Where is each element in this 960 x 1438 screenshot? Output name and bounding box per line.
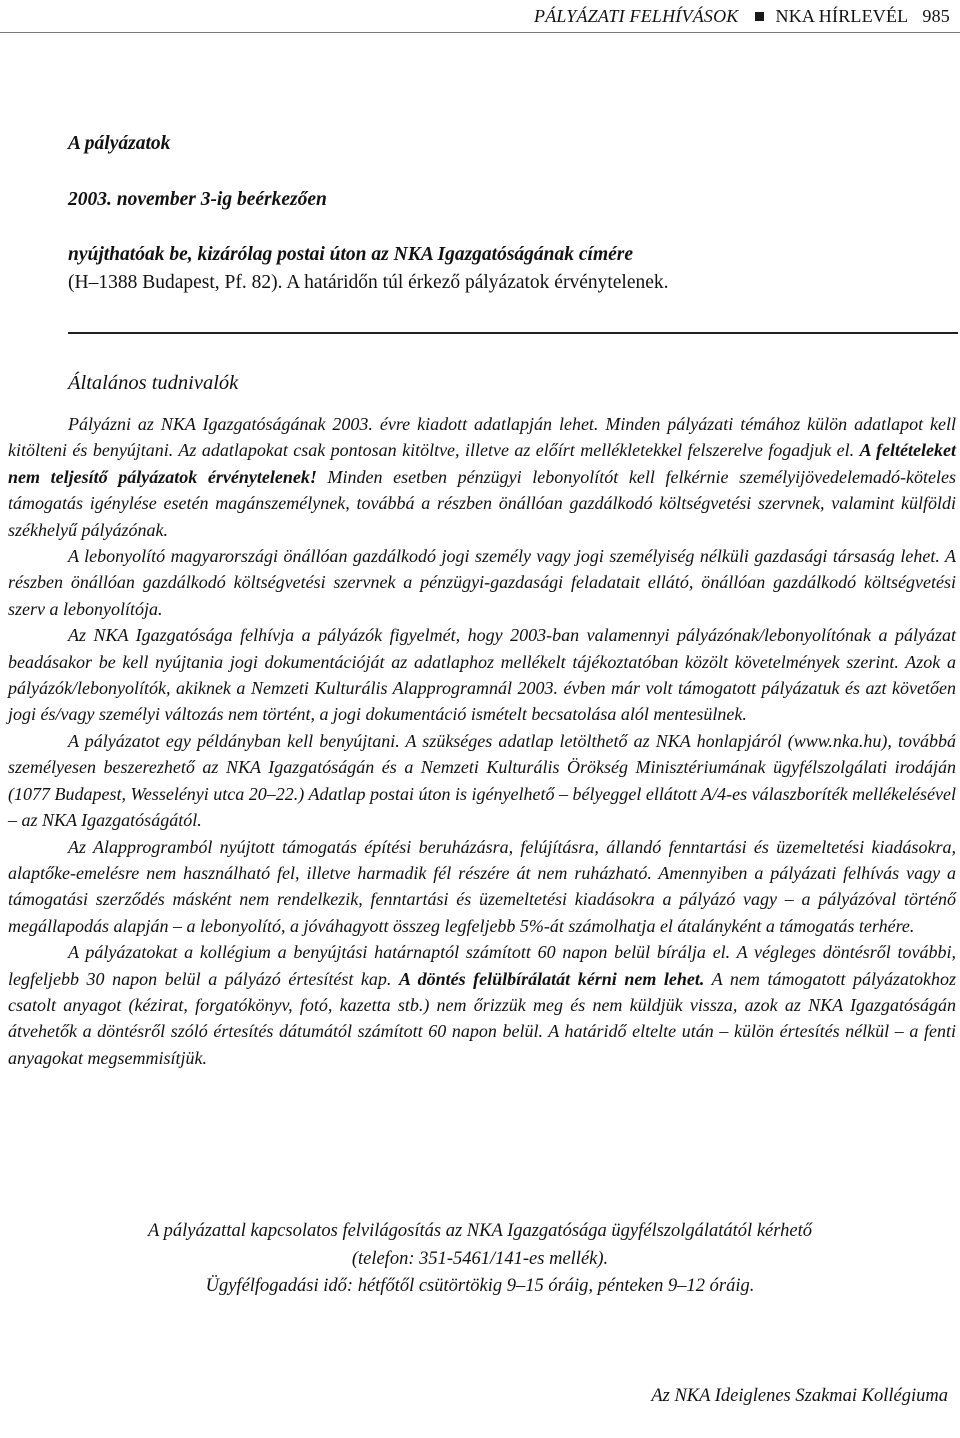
contact-line-1: A pályázattal kapcsolatos felvilágosítás az NKA Igazgatósága ügyfélszolgálatától kérhető bbox=[148, 1221, 812, 1241]
running-head bbox=[10, 6, 950, 28]
paragraph-2: A lebonyolító magyarországi önállóan gazdálkodó jogi személy vagy jogi személyiség nélküli gazdasági társaság lehet. A részben önállóan gazdálkodó költségvetési szervnek a pénzügyi-gazdasági feladatait ellátó, önállóan gazdálkodó költségvetési szerv a lebonyolítója. bbox=[8, 546, 956, 619]
deadline-heading: A pályázatok bbox=[68, 133, 171, 154]
paragraph-1-text: Pályázni az NKA Igazgatóságának 2003. évre kiadott adatlapján lehet. Minden pályázati témához külön adatlapot kell kitölteni és benyújtani. Az adatlapokat csak pontosan kitöltve, illetve az előírt mellékletekkel felszerelve fogadjuk el. bbox=[8, 414, 956, 461]
no-appeal-notice: A döntés felülbírálatát kérni nem lehet. bbox=[399, 968, 705, 989]
paragraph-4: A pályázatot egy példányban kell benyújtani. A szükséges adatlap letölthető az NKA honlapjáról (www.nka.hu), továbbá személyesen beszerezhető az NKA Igazgatóságán és a Nemzeti Kulturális Örökség Minisztériumának ügyfélszolgálati irodáján (1077 Budapest, Wesselényi utca 20–22.) Adatlap postai úton is igényelhető – bélyeggel ellátott A/4-es válaszboríték mellékelésével – az NKA Igazgatóságától. bbox=[8, 730, 956, 831]
general-info-body bbox=[8, 411, 956, 1071]
deadline-block bbox=[68, 130, 948, 297]
square-bullet-icon bbox=[755, 12, 764, 21]
paragraph-1 bbox=[8, 411, 956, 543]
contact-line-3: Ügyfélfogadási idő: hétfőtől csütörtökig 9–15 óráig, pénteken 9–12 óráig. bbox=[205, 1276, 755, 1296]
contact-info bbox=[0, 1218, 960, 1301]
paragraph-6 bbox=[8, 939, 956, 1071]
general-info-section bbox=[8, 369, 956, 1071]
paragraph-6-text: A pályázatokat a kollégium a benyújtási határnaptól számított 60 napon belül bírálja el. A végleges döntésről további, legfeljebb 30 napon belül a pályázó értesítést kap. bbox=[8, 942, 956, 989]
deadline-delivery: nyújthatóak be, kizárólag postai úton az NKA Igazgatóságának címére bbox=[68, 244, 634, 265]
deadline-address: (H–1388 Budapest, Pf. 82). A határidőn túl érkező pályázatok érvénytelenek. bbox=[68, 272, 669, 293]
deadline-date: 2003. november 3-ig beérkezően bbox=[68, 189, 327, 210]
top-rule bbox=[0, 32, 960, 33]
contact-line-2: (telefon: 351-5461/141-es mellék). bbox=[351, 1248, 609, 1269]
page-number: 985 bbox=[922, 6, 950, 26]
paragraph-6-continued: A nem támogatott pályázatokhoz csatolt anyagot (kézirat, forgatókönyv, fotó, kazetta stb.) nem őrizzük meg és nem küldjük vissza, azok az NKA Igazgatóságán átvehetők a döntésről szóló értesítés dátumától számított 60 napon belül. A határidő eltelte után – külön értesítés nélkül – a fenti anyagokat megsemmisítjük. bbox=[8, 968, 957, 1068]
paragraph-5: Az Alapprogramból nyújtott támogatás építési beruházásra, felújításra, állandó fenntartási és üzemeltetési kiadásokra, alaptőke-emelésre nem használható fel, illetve harmadik fél részére át nem ruházható. Amennyiben a pályázati felhívás vagy a támogatási szerződés másként nem rendelkezik, fenntartási és üzemeltetési kiadásokra a pályázó vagy – a pályázóval történő megállapodás alapján – a lebonyolító, a jóváhagyott összeg legfeljebb 5%-át számolhatja el átalányként a támogatás terhére. bbox=[8, 836, 956, 936]
signature: Az NKA Ideiglenes Szakmai Kollégiuma bbox=[651, 1386, 948, 1406]
running-head-publication: NKA HÍRLEVÉL bbox=[775, 6, 909, 26]
paragraph-1-continued: Minden esetben pénzügyi lebonyolítót kell felkérnie személyijövedelemadó-köteles támogatás igénylése esetén magánszemélynek, továbbá a részben önállóan gazdálkodó költségvetési szervnek, valamint külföldi székhelyű pályázónak. bbox=[8, 466, 957, 540]
invalid-warning: A feltételeket nem teljesítő pályázatok érvénytelenek! bbox=[8, 440, 957, 487]
running-head-section: PÁLYÁZATI FELHÍVÁSOK bbox=[534, 6, 739, 26]
section-divider bbox=[68, 332, 958, 334]
paragraph-3: Az NKA Igazgatósága felhívja a pályázók figyelmét, hogy 2003-ban valamennyi pályázónak/lebonyolítónak a pályázat beadásakor be kell nyújtania jogi dokumentációját az adatlaphoz mellékelt tájékoztatóban közölt követelmények szerint. Azok a pályázók/lebonyolítók, akiknek a Nemzeti Kulturális Alapprogramnál 2003. évben már volt támogatott pályázatuk és azt követően jogi és/vagy személyi változás nem történt, a jogi dokumentáció ismételt becsatolása alól mentesülnek. bbox=[8, 625, 956, 725]
general-info-title: Általános tudnivalók bbox=[68, 372, 239, 394]
